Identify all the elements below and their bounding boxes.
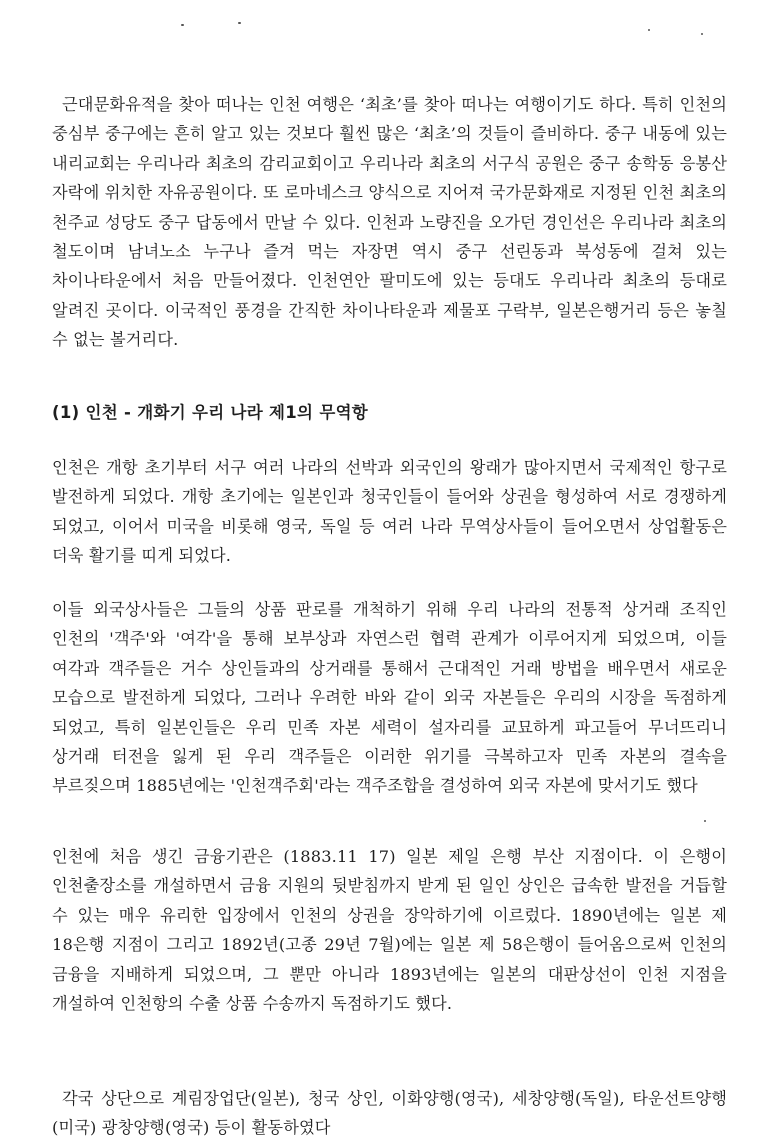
paragraph-merchants: 각국 상단으로 계림장업단(일본), 청국 상인, 이화양행(영국), 세창양행(독일), 타운선트양행(미국) 광창양행(영국) 등이 활동하였다 (52, 1089, 727, 1138)
cropped-paragraph (52, 1084, 727, 1138)
scan-speck (181, 24, 184, 26)
scan-speck (704, 820, 706, 822)
paragraph-intro: 근대문화유적을 찾아 떠나는 인천 여행은 ‘최초’를 찾아 떠나는 여행이기도 하다. 특히 인천의 중심부 중구에는 흔히 알고 있는 것보다 훨씬 많은 ‘최초’의 것들이 즐비하다. 중구 내동에 있는 내리교회는 우리나라 최초의 감리교회이고 우리나라 최초의 서구식 공원은 중구 송학동 응봉산 자락에 위치한 자유공원이다. 또 로마네스크 양식으로 지어져 국가문화재로 지정된 인천 최초의 천주교 성당도 중구 답동에서 만날 수 있다. 인천과 노량진을 오가던 경인선은 우리나라 최초의 철도이며 남녀노소 누구나 즐겨 먹는 자장면 역시 중구 선린동과 북성동에 걸쳐 있는 차이나타운에서 처음 만들어졌다. 인천연안 팔미도에 있는 등대도 우리나라 최초의 등대로 알려진 곳이다. 이국적인 풍경을 간직한 차이나타운과 제물포 구락부, 일본은행거리 등은 놓칠 수 없는 볼거리다. (52, 95, 727, 350)
paragraph-foreign-firms: 이들 외국상사들은 그들의 상품 판로를 개척하기 위해 우리 나라의 전통적 상거래 조직인 인천의 '객주'와 '여각'을 통해 보부상과 자연스런 협력 관계가 이루어지게 되었으며, 이들 여각과 객주들은 거수 상인들과의 상거래를 통해서 근대적인 거래 방법을 배우면서 새로운 모습으로 발전하게 되었다, 그러나 우려한 바와 같이 외국 자본들은 우리의 시장을 독점하게 되었고, 특히 일본인들은 우리 민족 자본 세력이 설자리를 교묘하게 파고들어 무너뜨리니 상거래 터전을 잃게 된 우리 객주들은 이러한 위기를 극복하고자 민족 자본의 결속을 부르짖으며 1885년에는 '인천객주회'라는 객주조합을 결성하여 외국 자본에 맞서기도 했다 (52, 600, 727, 796)
scan-speck (701, 33, 703, 35)
paragraph-trade-port: 인천은 개항 초기부터 서구 여러 나라의 선박과 외국인의 왕래가 많아지면서 국제적인 항구로 발전하게 되었다. 개항 초기에는 일본인과 청국인들이 들어와 상권을 형성하여 서로 경쟁하게 되었고, 이어서 미국을 비롯해 영국, 독일 등 여러 나라 무역상사들이 들어오면서 상업활동은 더욱 활기를 띠게 되었다. (52, 458, 727, 566)
section-heading: (1) 인천 - 개화기 우리 나라 제1의 무역항 (52, 403, 369, 422)
paragraph-finance: 인천에 처음 생긴 금융기관은 (1883.11 17) 일본 제일 은행 부산 지점이다. 이 은행이 인천출장소를 개설하면서 금융 지원의 뒷받침까지 받게 된 일인 상인은 급속한 발전을 거듭할 수 있는 매우 유리한 입장에서 인천의 상권을 장악하기에 이르렀다. 1890년에는 일본 제 18은행 지점이 그리고 1892년(고종 29년 7월)에는 일본 제 58은행이 들어옴으로써 인천의 금융을 지배하게 되었으며, 그 뿐만 아니라 1893년에는 일본의 대판상선이 인천 지점을 개설하여 인천항의 수출 상품 수송까지 독점하기도 했다. (52, 847, 727, 1014)
scan-speck (648, 29, 650, 31)
scan-speck (238, 22, 241, 24)
